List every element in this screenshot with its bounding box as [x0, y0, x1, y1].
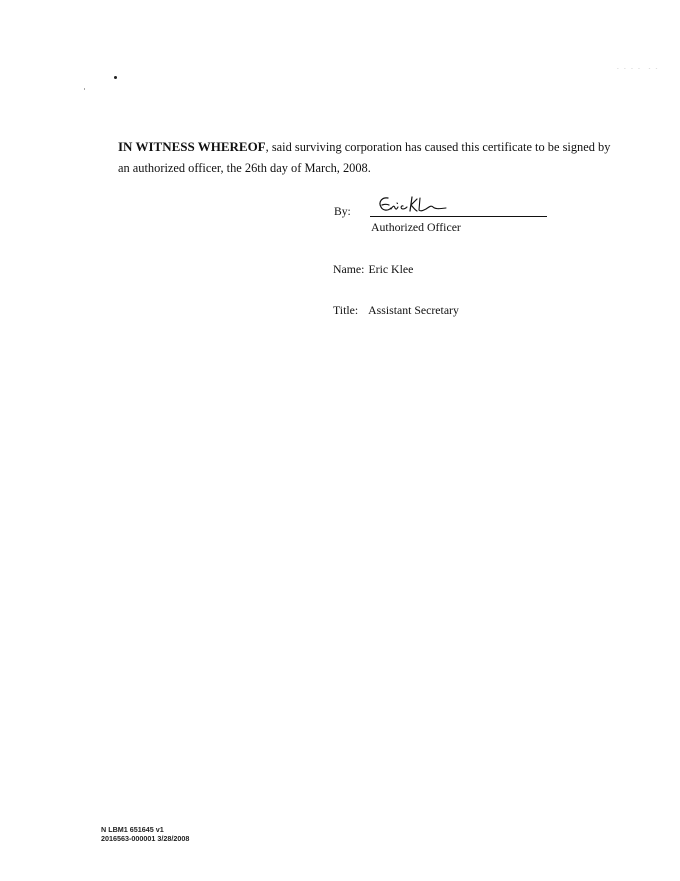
footer-line-2: 2016563-000001 3/28/2008	[101, 834, 190, 843]
name-label: Name:	[333, 262, 365, 276]
document-footer	[101, 825, 189, 843]
witness-paragraph	[118, 136, 618, 179]
witness-heading: IN WITNESS WHEREOF	[118, 139, 266, 154]
footer-line-1: N LBM1 651645 v1	[101, 825, 164, 834]
name-value: Eric Klee	[368, 262, 414, 276]
name-row	[333, 262, 413, 277]
by-label: By:	[334, 205, 351, 218]
title-label: Title:	[333, 303, 359, 317]
scan-speck	[84, 88, 85, 90]
handwritten-signature	[376, 194, 448, 218]
signature-line	[370, 216, 547, 217]
title-value: Assistant Secretary	[368, 303, 459, 317]
witness-text: , said surviving corporation has caused this certificate to be signed by an authorized officer, the 26th day of March, 2008.	[118, 140, 611, 175]
scan-artifact: - - - - - -	[617, 66, 660, 72]
signature-caption: Authorized Officer	[371, 220, 461, 234]
scan-speck	[114, 76, 117, 79]
title-row	[333, 303, 459, 318]
